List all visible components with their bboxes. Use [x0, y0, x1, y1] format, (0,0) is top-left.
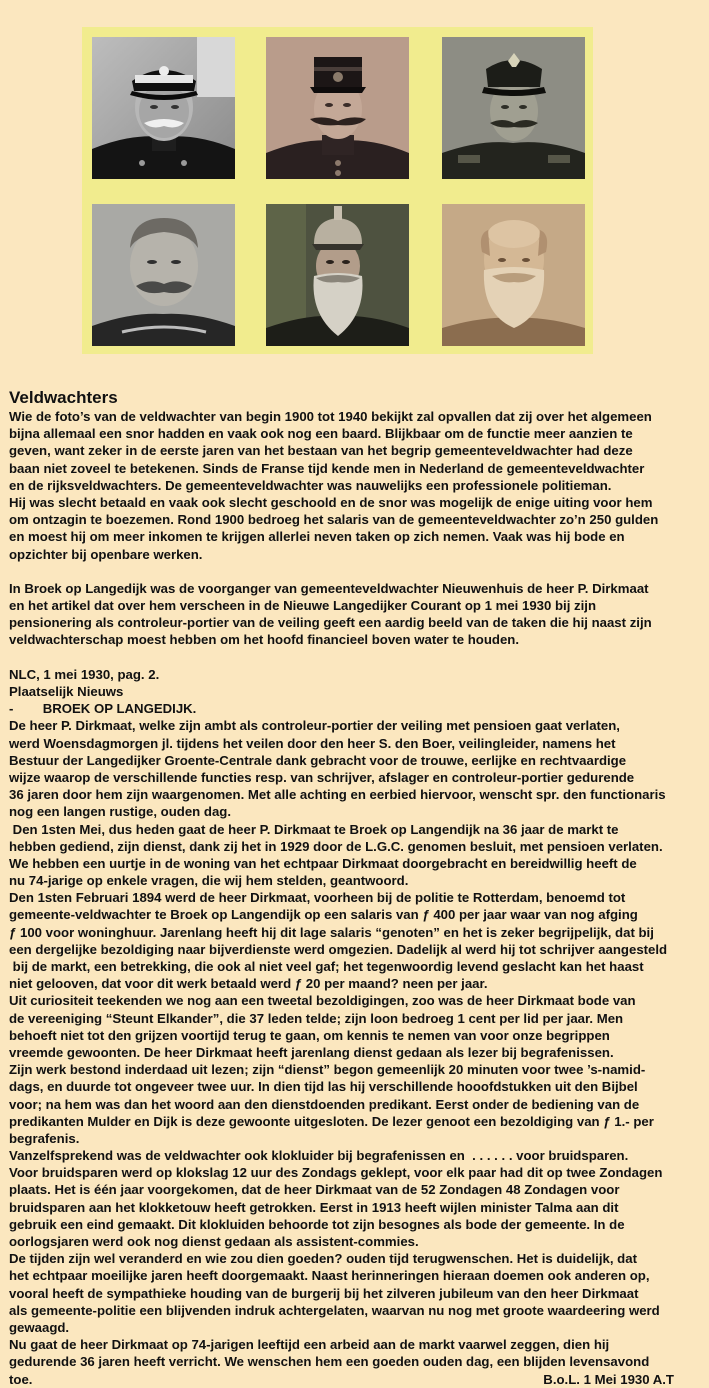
text-line: vreemde gewoonten. De heer Dirkmaat heeft jarenlang dienst gedaan als lezer bij begrafenissen. — [9, 1044, 614, 1060]
text-line: ƒ 100 voor woninghuur. Jarenlang heeft hij dit lage salaris “genoten” en het is zeker begrijpelijk, dat bij — [9, 924, 654, 940]
source-section: Plaatselijk Nieuws — [9, 684, 124, 699]
text-line: pensionering als controleur-portier van de veiling geeft een aardig beeld van de taken die hij naast zijn — [9, 615, 652, 631]
text-line: werd Woensdagmorgen jl. tijdens het veilen door den heer S. den Boer, veilingleider, namens het — [9, 735, 616, 751]
text-line: De heer P. Dirkmaat, welke zijn ambt als controleur-portier der veiling met pensioen gaat verlaten, — [9, 718, 620, 734]
text-line: en het artikel dat over hem verscheen in de Nieuwe Langedijker Courant op 1 mei 1930 bij zijn — [9, 598, 597, 614]
veldwachter-portrait-1 — [92, 37, 235, 179]
text-line: Nu gaat de heer Dirkmaat op 74-jarigen leeftijd een arbeid aan de markt vaarwel zeggen, dien hij — [9, 1337, 610, 1353]
text-line: predikanten Mulder en Dijk is deze gewoonte uitgesloten. De lezer genoot een bezoldiging van ƒ 1.- per — [9, 1113, 654, 1129]
text-line: Den 1sten Februari 1894 werd de heer Dirkmaat, voorheen bij de politie te Rotterdam, benoemd tot — [9, 890, 626, 906]
text-line: De tijden zijn wel veranderd en wie zou dien goeden? ouden tijd terugwenschen. Het is duidelijk, dat — [9, 1251, 637, 1267]
text-line: vooral heeft de sympathieke houding van de burgerij bij het zilveren jubileum van den heer Dirkmaat — [9, 1285, 639, 1301]
text-line: nog een langen rustige, ouden dag. — [9, 804, 232, 820]
text-line: begrafenis. — [9, 1130, 80, 1146]
text-line: niet gelooven, dat voor dit werk betaald werd ƒ 20 per maand? neen per jaar. — [9, 976, 488, 992]
veldwachter-portrait-2 — [266, 37, 409, 179]
text-line: opzichter bij openbare werken. — [9, 546, 203, 562]
text-line: plaats. Het is één jaar voorgekomen, dat de heer Dirkmaat van de 52 Zondagen 48 Zondagen voor — [9, 1182, 620, 1198]
veldwachter-portrait-4 — [92, 204, 235, 346]
text-line: en de rijksveldwachters. De gemeenteveldwachter was nauwelijks een professionele politieman. — [9, 477, 612, 493]
veldwachter-portrait-1-image — [92, 37, 235, 179]
veldwachter-portrait-3 — [442, 37, 585, 179]
final-text: toe. — [9, 1371, 33, 1387]
veldwachter-portrait-2-image — [266, 37, 409, 179]
text-line: oorlogsjaren werd ook nog dienst gedaan als assistent-commies. — [9, 1234, 419, 1249]
text-line: Bestuur der Langedijker Groente-Centrale dank gebracht voor de trouwe, eerlijke en rechtvaardige — [9, 752, 627, 768]
text-line: de vereeniging “Steunt Elkander”, die 37 leden telde; zijn loon bedroeg 1 cent per lid per jaar. Men — [9, 1010, 624, 1026]
source-block — [9, 666, 704, 718]
source-heading: - BROEK OP LANGEDIJK. — [9, 701, 197, 717]
text-line: als gemeente-politie een blijvenden indruk achtergelaten, waarvan nu nog met groote waardeering werd — [9, 1302, 660, 1318]
text-line: Den 1sten Mei, dus heden gaat de heer P. Dirkmaat te Broek op Langendijk na 36 jaar de markt te — [9, 821, 619, 837]
text-line: Wie de foto’s van de veldwachter van begin 1900 tot 1940 bekijkt zal opvallen dat zij over het algemeen — [9, 409, 652, 424]
quoted-article — [9, 717, 704, 1387]
text-line: een dergelijke bezoldiging naar bijverdienste werd omgezien. Dadelijk al werd hij tot schrijver aangesteld — [9, 941, 668, 957]
text-line: gemeente-veldwachter te Broek op Langendijk op een salaris van ƒ 400 per jaar waar van nog afging — [9, 907, 638, 923]
text-line: geven, want zeker in de eerste jaren van het bestaan van het begrip gemeenteveldwachter had deze — [9, 443, 633, 459]
text-line: om ontzagin te boezemen. Rond 1900 bedroeg het salaris van de gemeenteveldwachter zo’n 250 gulden — [9, 512, 659, 528]
text-line: We hebben een uurtje in de woning van het echtpaar Dirkmaat doorgebracht en bereidwillig heeft de — [9, 855, 637, 871]
text-line: Vanzelfsprekend was de veldwachter ook klokluider bij begrafenissen en . . . . . . voor bruidsparen. — [9, 1148, 629, 1164]
text-line: wijze waarop de verschillende functies resp. van schrijver, afslager en controleur-portier gedurende — [9, 769, 635, 785]
intro-paragraph — [9, 408, 704, 563]
text-line: Hij was slecht betaald en vaak ook slecht geschoold en de snor was mogelijk de enige uiting voor hem — [9, 494, 653, 510]
text-line: het echtpaar moeilijke jaren heeft doorgemaakt. Naast herinneringen hieraan doemen ook anderen op, — [9, 1268, 650, 1284]
photo-panel — [82, 27, 593, 354]
text-line: gewaagd. — [9, 1319, 70, 1335]
text-line: gedurende 36 jaren heeft verricht. We wenschen hem een goeden ouden dag, een blijden levensavond — [9, 1354, 650, 1370]
veldwachter-portrait-6 — [442, 204, 585, 346]
text-line: gebruik een eind gemaakt. Dit klokluiden behoorde tot zijn besognes als bode der gemeente. In de — [9, 1216, 625, 1232]
veldwachter-portrait-6-image — [442, 204, 585, 346]
text-line: nu 74-jarige op enkele vragen, die wij hem stelden, geantwoord. — [9, 873, 409, 889]
text-line: baan niet zoveel te betekenen. Sinds de Franse tijd kende men in Nederland de gemeenteveldwachter — [9, 460, 645, 476]
text-line: voor; na hem was dan het woord aan den dienstdoenden predikant. Eerst onder de bediening van de — [9, 1096, 640, 1112]
text-line: bruidsparen aan het klokketouw heeft getrokken. Eerst in 1913 heeft wijlen minister Talma aan dit — [9, 1199, 619, 1215]
text-line: en moest hij om meer inkomen te krijgen allerlei neven taken op zich nemen. Vaak was hij bode en — [9, 529, 625, 545]
final-line — [9, 1371, 704, 1388]
veldwachter-portrait-3-image — [442, 37, 585, 179]
article-text — [9, 408, 704, 1388]
veldwachter-portrait-5-image — [266, 204, 409, 346]
text-line: hebben gediend, zijn dienst, dank zij het in 1929 door de L.G.C. genomen besluit, met pensioen verlaten. — [9, 838, 663, 854]
text-line: dags, en duurde tot ongeveer twee uur. In dien tijd las hij verschillende hooofdstukken uit den Bijbel — [9, 1079, 638, 1095]
text-line: Voor bruidsparen werd op klokslag 12 uur des Zondags geklept, voor elk paar had dit op twee Zondagen — [9, 1165, 663, 1181]
veldwachter-portrait-5 — [266, 204, 409, 346]
text-line: 36 jaren door hem zijn waargenomen. Met alle achting en eerbied hiervoor, wenscht spr. den functionaris — [9, 787, 666, 803]
text-line: bijna allemaal een snor hadden en vaak ook nog een baard. Blijkbaar om de functie meer aanzien te — [9, 426, 633, 442]
context-paragraph — [9, 580, 704, 649]
text-line: bij de markt, een betrekking, die ook al niet veel gaf; het tegenwoordig levend geslacht kan het haast — [9, 959, 644, 974]
article-title: Veldwachters — [9, 388, 118, 407]
source-citation: NLC, 1 mei 1930, pag. 2. — [9, 666, 160, 682]
veldwachter-portrait-4-image — [92, 204, 235, 346]
signature: B.o.L. 1 Mei 1930 A.T — [543, 1371, 674, 1387]
text-line: Zijn werk bestond inderdaad uit lezen; zijn “dienst” begon gemeenlijk 20 minuten voor twee ’s-namid- — [9, 1062, 646, 1078]
text-line: veldwachterschap moest hebben om het hoofd financieel boven water te houden. — [9, 632, 520, 648]
text-line: In Broek op Langedijk was de voorganger van gemeenteveldwachter Nieuwenhuis de heer P. Dirkmaat — [9, 580, 649, 596]
text-line: Uit curiositeit teekenden we nog aan een tweetal bezoldigingen, zoo was de heer Dirkmaat bode van — [9, 993, 636, 1009]
text-line: behoeft niet tot den grijzen voortijd terug te gaan, om kennis te nemen van voor onze begrippen — [9, 1027, 610, 1043]
